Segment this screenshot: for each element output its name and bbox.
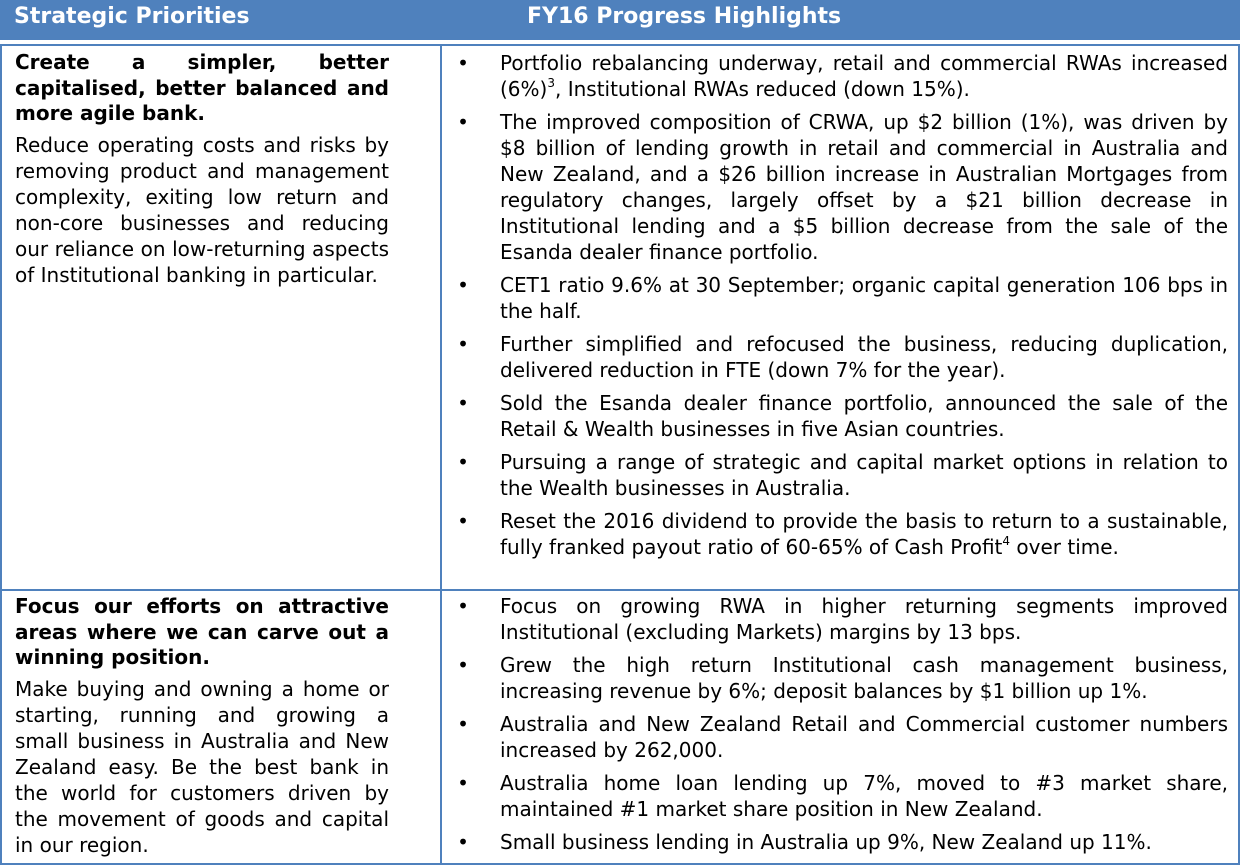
bullet-icon: • bbox=[457, 450, 469, 474]
priority-description: Reduce operating costs and risks by removing product and management complexity, exiting low return and non-core businesses and reducing our reliance on low-returning aspects of Institutional banking in particular. bbox=[15, 132, 389, 287]
bullet-icon: • bbox=[457, 273, 469, 297]
list-item bbox=[455, 829, 1228, 855]
highlight-text: Sold the Esanda dealer finance portfolio, announced the sale of the Retail & Wealth businesses in five Asian countries. bbox=[500, 391, 1228, 441]
highlight-text: Reset the 2016 dividend to provide the basis to return to a sustainable, fully franked payout ratio of 60-65% of Cash Profit bbox=[500, 509, 1228, 559]
highlight-text: Portfolio rebalancing underway, retail and commercial RWAs increased (6%) bbox=[500, 51, 1228, 101]
highlight-text: CET1 ratio 9.6% at 30 September; organic capital generation 106 bps in the half. bbox=[500, 273, 1228, 323]
highlight-text: The improved composition of CRWA, up $2 billion (1%), was driven by $8 billion of lending growth in retail and commercial in Australia and New Zealand, and a $26 billion increase in Australian Mortgages from regulatory changes, largely offset by a $21 billion decrease in Institutional lending and a $5 billion decrease from the sale of the Esanda dealer finance portfolio. bbox=[500, 110, 1228, 264]
list-item bbox=[455, 50, 1228, 102]
table-header bbox=[0, 0, 1240, 40]
footnote-marker: 3 bbox=[547, 76, 555, 90]
bullet-icon: • bbox=[457, 391, 469, 415]
column-divider bbox=[440, 46, 442, 590]
table-row bbox=[0, 589, 1240, 865]
highlight-text: over time. bbox=[1016, 535, 1119, 559]
priority-description: Make buying and owning a home or starting, running and growing a small business in Australia and New Zealand easy. Be the best bank in the world for customers driven by the movement of goods and capital in our region. bbox=[15, 676, 389, 857]
priority-cell bbox=[15, 50, 389, 288]
header-strategic-priorities: Strategic Priorities bbox=[14, 4, 250, 29]
highlight-text: , Institutional RWAs reduced (down 15%). bbox=[554, 77, 970, 101]
highlight-text: Grew the high return Institutional cash management business, increasing revenue by 6%; deposit balances by $1 billion up 1%. bbox=[500, 653, 1228, 703]
list-item bbox=[455, 390, 1228, 442]
bullet-icon: • bbox=[457, 332, 469, 356]
list-item bbox=[455, 770, 1228, 822]
priority-title: Create a simpler, better capitalised, better balanced and more agile bank. bbox=[15, 50, 389, 125]
highlight-text: Australia home loan lending up 7%, moved to #3 market share, maintained #1 market share position in New Zealand. bbox=[500, 771, 1228, 821]
bullet-icon: • bbox=[457, 594, 469, 618]
bullet-icon: • bbox=[457, 771, 469, 795]
header-fy16-progress: FY16 Progress Highlights bbox=[527, 4, 842, 29]
list-item bbox=[455, 331, 1228, 383]
list-item bbox=[455, 711, 1228, 763]
bullet-icon: • bbox=[457, 653, 469, 677]
list-item bbox=[455, 593, 1228, 645]
highlight-text: Pursuing a range of strategic and capital market options in relation to the Wealth businesses in Australia. bbox=[500, 450, 1228, 500]
highlight-text: Focus on growing RWA in higher returning segments improved Institutional (excluding Markets) margins by 13 bps. bbox=[500, 594, 1228, 644]
highlight-text: Further simplified and refocused the business, reducing duplication, delivered reduction in FTE (down 7% for the year). bbox=[500, 332, 1228, 382]
highlights-list bbox=[455, 50, 1228, 567]
bullet-icon: • bbox=[457, 51, 469, 75]
bullet-icon: • bbox=[457, 509, 469, 533]
bullet-icon: • bbox=[457, 830, 469, 854]
bullet-icon: • bbox=[457, 110, 469, 134]
bullet-icon: • bbox=[457, 712, 469, 736]
priority-cell bbox=[15, 594, 389, 858]
footnote-marker: 4 bbox=[1002, 534, 1011, 548]
table-row bbox=[0, 44, 1240, 590]
column-divider bbox=[440, 591, 442, 863]
priority-title: Focus our efforts on attractive areas where we can carve out a winning position. bbox=[15, 594, 389, 669]
highlight-text: Small business lending in Australia up 9%, New Zealand up 11%. bbox=[500, 830, 1152, 854]
highlight-text: Australia and New Zealand Retail and Commercial customer numbers increased by 262,000. bbox=[500, 712, 1228, 762]
list-item bbox=[455, 109, 1228, 265]
highlights-list bbox=[455, 593, 1228, 862]
list-item bbox=[455, 449, 1228, 501]
list-item bbox=[455, 508, 1228, 560]
list-item bbox=[455, 652, 1228, 704]
list-item bbox=[455, 272, 1228, 324]
